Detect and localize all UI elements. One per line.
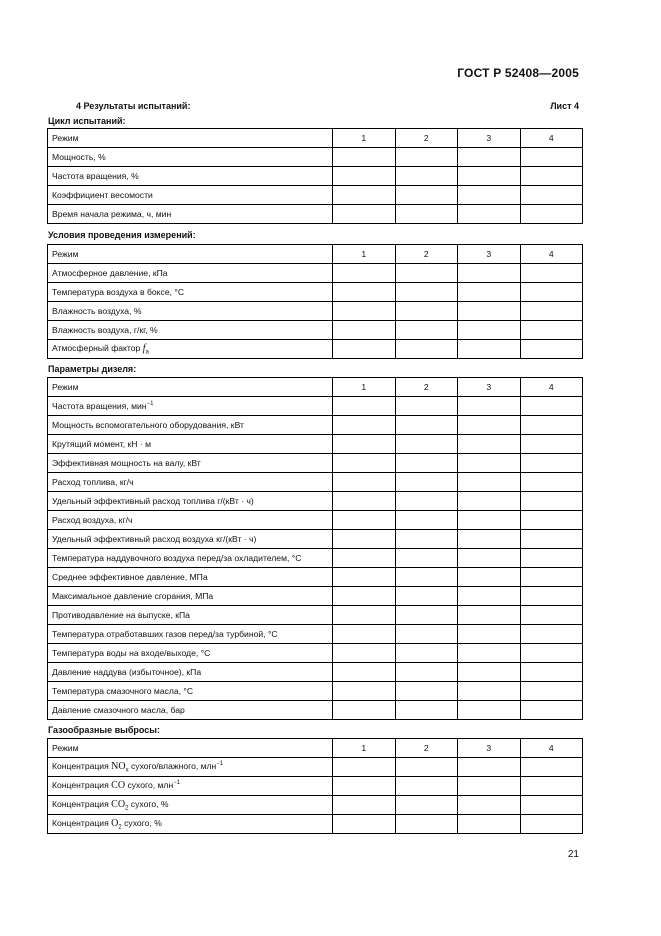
value-cell xyxy=(395,663,458,682)
emission-prefix: Концентрация xyxy=(52,818,112,828)
value-cell xyxy=(395,587,458,606)
header-cell: 4 xyxy=(520,378,583,397)
row-label: Крутящий момент, кН · м xyxy=(48,435,333,454)
value-cell xyxy=(333,492,396,511)
header-cell: 2 xyxy=(395,129,458,148)
value-cell xyxy=(395,777,458,796)
table-row xyxy=(48,302,583,321)
value-cell xyxy=(458,205,521,224)
row-label: Расход топлива, кг/ч xyxy=(48,473,333,492)
table-row xyxy=(48,625,583,644)
header-cell: Режим xyxy=(48,739,333,758)
row-label: Давление наддува (избыточное), кПа xyxy=(48,663,333,682)
value-cell xyxy=(333,549,396,568)
value-cell xyxy=(458,283,521,302)
table-row xyxy=(48,397,583,416)
value-cell xyxy=(395,549,458,568)
value-cell xyxy=(333,758,396,777)
value-cell xyxy=(520,606,583,625)
value-cell xyxy=(458,758,521,777)
value-cell xyxy=(395,492,458,511)
value-cell xyxy=(333,644,396,663)
speed-superscript: −1 xyxy=(146,400,154,407)
header-cell: 2 xyxy=(395,245,458,264)
value-cell xyxy=(520,321,583,340)
section-heading xyxy=(76,101,579,111)
row-label: Удельный эффективный расход топлива г/(кВт · ч) xyxy=(48,492,333,511)
row-label: Частота вращения, % xyxy=(48,167,333,186)
header-cell: 1 xyxy=(333,245,396,264)
value-cell xyxy=(520,511,583,530)
value-cell xyxy=(520,340,583,359)
table-row xyxy=(48,530,583,549)
document-code: ГОСТ Р 52408—2005 xyxy=(457,66,579,80)
row-label: Температура наддувочного воздуха перед/за охладителем, °С xyxy=(48,549,333,568)
value-cell xyxy=(520,435,583,454)
row-label: Среднее эффективное давление, МПа xyxy=(48,568,333,587)
value-cell xyxy=(333,796,396,815)
value-cell xyxy=(458,606,521,625)
chem-subscript: 2 xyxy=(125,805,129,812)
table-row xyxy=(48,663,583,682)
value-cell xyxy=(520,205,583,224)
value-cell xyxy=(458,549,521,568)
value-cell xyxy=(333,205,396,224)
value-cell xyxy=(333,511,396,530)
value-cell xyxy=(333,416,396,435)
value-cell xyxy=(458,796,521,815)
table-row xyxy=(48,186,583,205)
sheet-label: Лист 4 xyxy=(550,101,579,111)
value-cell xyxy=(333,435,396,454)
value-cell xyxy=(520,416,583,435)
emission-prefix: Концентрация xyxy=(52,761,112,771)
value-cell xyxy=(333,186,396,205)
value-cell xyxy=(458,815,521,834)
table-row xyxy=(48,644,583,663)
value-cell xyxy=(458,530,521,549)
value-cell xyxy=(520,473,583,492)
value-cell xyxy=(333,283,396,302)
value-cell xyxy=(458,302,521,321)
chem-subscript: 2 xyxy=(118,824,122,831)
table-row xyxy=(48,796,583,815)
value-cell xyxy=(395,758,458,777)
value-cell xyxy=(395,644,458,663)
measurement-conditions-title: Условия проведения измерений: xyxy=(48,230,196,240)
value-cell xyxy=(333,454,396,473)
table-header-row xyxy=(48,245,583,264)
value-cell xyxy=(395,340,458,359)
row-label xyxy=(48,815,333,834)
row-label: Удельный эффективный расход воздуха кг/(кВт · ч) xyxy=(48,530,333,549)
value-cell xyxy=(395,701,458,720)
value-cell xyxy=(333,167,396,186)
diesel-parameters-table xyxy=(47,377,583,720)
table-row xyxy=(48,435,583,454)
value-cell xyxy=(395,186,458,205)
value-cell xyxy=(333,264,396,283)
header-cell: 1 xyxy=(333,378,396,397)
speed-text: Частота вращения, мин xyxy=(52,400,147,411)
test-cycle-table xyxy=(47,128,583,224)
value-cell xyxy=(520,568,583,587)
emission-prefix: Концентрация xyxy=(52,780,112,790)
table-row xyxy=(48,264,583,283)
header-cell: 1 xyxy=(333,129,396,148)
table-row xyxy=(48,340,583,359)
table-row xyxy=(48,205,583,224)
value-cell xyxy=(520,796,583,815)
table-row xyxy=(48,473,583,492)
value-cell xyxy=(333,397,396,416)
value-cell xyxy=(520,701,583,720)
value-cell xyxy=(333,587,396,606)
header-cell: Режим xyxy=(48,129,333,148)
diesel-parameters-title: Параметры дизеля: xyxy=(48,364,137,374)
row-label: Температура отработавших газов перед/за турбиной, °С xyxy=(48,625,333,644)
header-cell: 1 xyxy=(333,739,396,758)
value-cell xyxy=(458,397,521,416)
value-cell xyxy=(520,663,583,682)
emission-suffix: сухого, млн xyxy=(125,780,174,790)
value-cell xyxy=(458,264,521,283)
value-cell xyxy=(395,321,458,340)
row-label xyxy=(48,796,333,815)
row-label: Температура смазочного масла, °С xyxy=(48,682,333,701)
value-cell xyxy=(395,473,458,492)
row-label: Расход воздуха, кг/ч xyxy=(48,511,333,530)
value-cell xyxy=(395,568,458,587)
unit-superscript: −1 xyxy=(216,761,224,768)
gaseous-emissions-table xyxy=(47,738,583,834)
value-cell xyxy=(458,416,521,435)
section-title: 4 Результаты испытаний: xyxy=(76,101,191,111)
row-label: Противодавление на выпуске, кПа xyxy=(48,606,333,625)
chem-formula: NO xyxy=(111,761,126,772)
table-row xyxy=(48,758,583,777)
measurement-conditions-table xyxy=(47,244,583,359)
table-row xyxy=(48,701,583,720)
row-label: Температура воды на входе/выходе, °С xyxy=(48,644,333,663)
value-cell xyxy=(395,302,458,321)
value-cell xyxy=(458,682,521,701)
row-label: Время начала режима, ч, мин xyxy=(48,205,333,224)
value-cell xyxy=(395,530,458,549)
table-row xyxy=(48,148,583,167)
header-cell: 4 xyxy=(520,739,583,758)
value-cell xyxy=(333,663,396,682)
value-cell xyxy=(520,549,583,568)
value-cell xyxy=(333,815,396,834)
value-cell xyxy=(458,663,521,682)
table-row xyxy=(48,549,583,568)
chem-formula: O xyxy=(111,818,119,829)
table-row xyxy=(48,492,583,511)
value-cell xyxy=(458,777,521,796)
table-row xyxy=(48,416,583,435)
value-cell xyxy=(520,625,583,644)
value-cell xyxy=(520,492,583,511)
header-cell: 2 xyxy=(395,739,458,758)
value-cell xyxy=(333,148,396,167)
table-row xyxy=(48,454,583,473)
row-label: Давление смазочного масла, бар xyxy=(48,701,333,720)
value-cell xyxy=(333,777,396,796)
value-cell xyxy=(395,435,458,454)
value-cell xyxy=(333,321,396,340)
value-cell xyxy=(333,606,396,625)
value-cell xyxy=(458,167,521,186)
value-cell xyxy=(520,167,583,186)
value-cell xyxy=(520,815,583,834)
row-label: Атмосферное давление, кПа xyxy=(48,264,333,283)
value-cell xyxy=(333,340,396,359)
row-label xyxy=(48,397,333,416)
chem-formula: CO xyxy=(111,780,126,791)
table-row xyxy=(48,777,583,796)
header-cell: 4 xyxy=(520,245,583,264)
value-cell xyxy=(395,148,458,167)
value-cell xyxy=(395,283,458,302)
value-cell xyxy=(395,454,458,473)
table-row xyxy=(48,283,583,302)
value-cell xyxy=(520,148,583,167)
row-label: Коэффициент весомости xyxy=(48,186,333,205)
value-cell xyxy=(395,264,458,283)
value-cell xyxy=(395,416,458,435)
gaseous-emissions-title: Газообразные выбросы: xyxy=(48,725,160,735)
value-cell xyxy=(333,625,396,644)
row-label: Эффективная мощность на валу, кВт xyxy=(48,454,333,473)
row-label xyxy=(48,758,333,777)
value-cell xyxy=(333,302,396,321)
atm-factor-text: Атмосферный фактор xyxy=(52,343,143,353)
value-cell xyxy=(520,454,583,473)
value-cell xyxy=(395,625,458,644)
row-label: Влажность воздуха, г/кг, % xyxy=(48,321,333,340)
value-cell xyxy=(395,167,458,186)
table-row xyxy=(48,815,583,834)
header-cell: 4 xyxy=(520,129,583,148)
row-label: Мощность, % xyxy=(48,148,333,167)
table-header-row xyxy=(48,129,583,148)
value-cell xyxy=(458,186,521,205)
page-number: 21 xyxy=(567,849,579,860)
emission-suffix: сухого, % xyxy=(128,799,169,809)
value-cell xyxy=(458,454,521,473)
value-cell xyxy=(333,568,396,587)
header-cell: Режим xyxy=(48,245,333,264)
value-cell xyxy=(395,397,458,416)
row-label xyxy=(48,777,333,796)
table-row xyxy=(48,167,583,186)
value-cell xyxy=(520,283,583,302)
emission-suffix: сухого/влажного, млн xyxy=(128,761,217,771)
value-cell xyxy=(333,473,396,492)
value-cell xyxy=(458,568,521,587)
value-cell xyxy=(458,148,521,167)
value-cell xyxy=(458,625,521,644)
table-row xyxy=(48,587,583,606)
value-cell xyxy=(395,815,458,834)
value-cell xyxy=(333,530,396,549)
atm-factor-subscript: a xyxy=(145,349,149,356)
table-row xyxy=(48,606,583,625)
value-cell xyxy=(458,587,521,606)
value-cell xyxy=(520,186,583,205)
value-cell xyxy=(458,701,521,720)
header-cell: 3 xyxy=(458,739,521,758)
chem-subscript: x xyxy=(125,767,129,774)
table-header-row xyxy=(48,739,583,758)
value-cell xyxy=(520,302,583,321)
value-cell xyxy=(520,530,583,549)
value-cell xyxy=(395,796,458,815)
value-cell xyxy=(333,682,396,701)
test-cycle-title: Цикл испытаний: xyxy=(48,116,126,126)
header-cell: 3 xyxy=(458,129,521,148)
value-cell xyxy=(458,435,521,454)
value-cell xyxy=(520,264,583,283)
value-cell xyxy=(395,682,458,701)
value-cell xyxy=(333,701,396,720)
value-cell xyxy=(520,758,583,777)
value-cell xyxy=(520,397,583,416)
header-cell: 3 xyxy=(458,245,521,264)
value-cell xyxy=(395,205,458,224)
value-cell xyxy=(458,340,521,359)
value-cell xyxy=(520,777,583,796)
header-cell: Режим xyxy=(48,378,333,397)
header-cell: 3 xyxy=(458,378,521,397)
row-label xyxy=(48,340,333,359)
value-cell xyxy=(395,511,458,530)
value-cell xyxy=(458,492,521,511)
table-row xyxy=(48,568,583,587)
value-cell xyxy=(458,473,521,492)
table-row xyxy=(48,511,583,530)
chem-formula: CO xyxy=(111,799,126,810)
row-label: Влажность воздуха, % xyxy=(48,302,333,321)
table-header-row xyxy=(48,378,583,397)
value-cell xyxy=(395,606,458,625)
row-label: Максимальное давление сгорания, МПа xyxy=(48,587,333,606)
value-cell xyxy=(458,321,521,340)
emission-prefix: Концентрация xyxy=(52,799,112,809)
value-cell xyxy=(520,587,583,606)
emission-suffix: сухого, % xyxy=(121,818,162,828)
value-cell xyxy=(520,644,583,663)
row-label: Мощность вспомогательного оборудования, кВт xyxy=(48,416,333,435)
row-label: Температура воздуха в боксе, °С xyxy=(48,283,333,302)
table-row xyxy=(48,321,583,340)
header-cell: 2 xyxy=(395,378,458,397)
table-row xyxy=(48,682,583,701)
value-cell xyxy=(458,644,521,663)
value-cell xyxy=(520,682,583,701)
atm-factor-symbol: f xyxy=(142,343,146,354)
unit-superscript: −1 xyxy=(173,780,181,787)
value-cell xyxy=(458,511,521,530)
